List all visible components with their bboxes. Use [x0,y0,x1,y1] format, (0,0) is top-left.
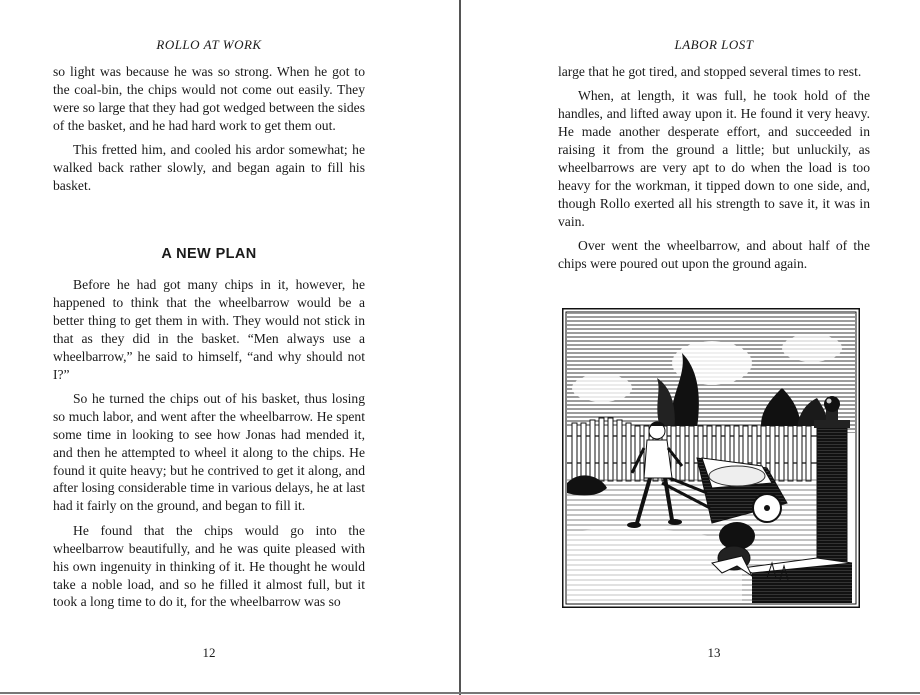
page-number-right: 13 [707,645,721,660]
wheelbarrow-engraving [562,308,860,608]
paragraph: Before he had got many chips in it, however, he happened to think that the wheelbarrow would be a better thing to get them in with. They would not stick in that as they did in the basket. “Men always use a wheelbarrow,” he said to himself, “and why should not I?” [53,277,365,382]
paragraph: When, at length, it was full, he took hold of the handles, and lifted away upon it. He found it very heavy. He made another desperate effort, and succeeded in raising it from the ground a little; but unluckily, as wheelbarrows are very apt to do when the load is too heavy for the workman, it tipped down to one side, and, though Rollo exerted all his strength to save it, it was in vain. [558,88,870,229]
left-text-top [53,63,365,201]
paragraph: Over went the wheelbarrow, and about half of the chips were poured out upon the ground again. [558,238,870,272]
paragraph: This fretted him, and cooled his ardor somewhat; he walked back rather slowly, and began again to fill his basket. [53,142,365,193]
section-title: A NEW PLAN [161,246,257,262]
gutter-divider [459,0,461,695]
left-text-bottom [53,276,365,618]
right-text [558,63,870,279]
paragraph: large that he got tired, and stopped several times to rest. [558,64,862,79]
running-head-left: ROLLO AT WORK [156,37,262,52]
running-head-right: LABOR LOST [674,37,754,52]
paragraph: so light was because he was so strong. When he got to the coal-bin, the chips would not come out easily. They were so large that they had got wedged between the sides of the basket, and he had hard work to get them out. [53,64,365,133]
bottom-edge [0,692,920,694]
paragraph: He found that the chips would go into the wheelbarrow beautifully, and he was quite pleased with his own ingenuity in thinking of it. He thought he would take a noble load, and so he filled it almost full, but it took a long time to do it, for the wheelbarrow was so [53,522,365,610]
paragraph: So he turned the chips out of his basket, thus losing so much labor, and went after the wheelbarrow. He spent some time in looking to see how Jonas had mended it, and then he attempted to wheel it along to the chips. He found it quite heavy; but he contrived to get it along, and after losing considerable time in various delays, he at last had it fairly on the ground, and began to fill it. [53,390,365,514]
page-number-left: 12 [202,645,216,660]
left-page [53,0,365,695]
